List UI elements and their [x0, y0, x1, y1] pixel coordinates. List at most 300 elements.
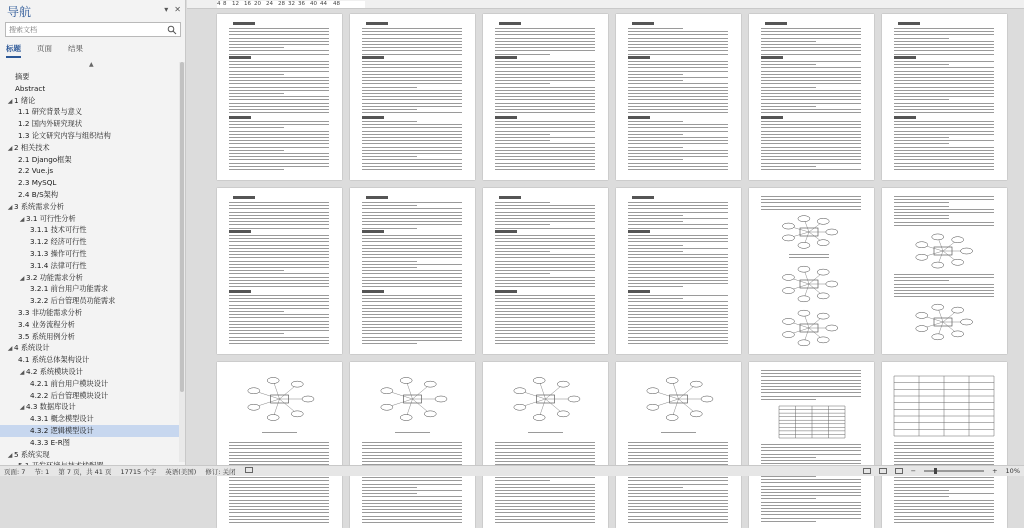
text-line — [495, 61, 595, 62]
text-line — [761, 150, 861, 151]
document-page[interactable] — [217, 14, 342, 180]
text-line — [229, 215, 329, 216]
heading-tree — [0, 71, 180, 472]
nav-heading-label: 3.5 系统用例分析 — [18, 331, 75, 341]
text-line — [229, 455, 329, 456]
nav-heading-item[interactable] — [0, 272, 180, 284]
dropdown-icon[interactable]: ▾ — [164, 5, 169, 14]
text-line — [229, 127, 284, 128]
text-line — [894, 41, 994, 42]
text-line — [894, 31, 994, 32]
document-page[interactable] — [882, 188, 1007, 354]
text-line — [229, 205, 329, 206]
text-line — [495, 257, 595, 258]
text-line — [628, 257, 728, 258]
text-line — [628, 458, 728, 459]
text-line — [761, 476, 816, 477]
text-line — [628, 321, 728, 322]
nav-heading-item[interactable] — [0, 354, 180, 366]
print-layout-icon[interactable] — [879, 468, 887, 474]
text-line — [362, 156, 417, 157]
section-heading — [761, 56, 783, 59]
text-line — [894, 496, 949, 497]
text-line — [495, 140, 550, 141]
text-line — [894, 225, 994, 226]
text-line — [229, 480, 329, 481]
text-line — [628, 311, 728, 312]
text-line — [761, 93, 861, 94]
text-line — [894, 222, 994, 223]
text-line — [362, 286, 462, 287]
nav-heading-item[interactable] — [0, 366, 180, 378]
text-line — [229, 503, 329, 504]
text-line — [362, 503, 462, 504]
nav-scroll-up[interactable] — [3, 62, 179, 68]
text-line — [229, 153, 329, 154]
text-line — [362, 333, 462, 334]
text-line — [362, 251, 462, 252]
nav-heading-item[interactable] — [0, 236, 180, 248]
text-line — [362, 166, 462, 167]
text-line — [628, 277, 728, 278]
text-line — [229, 163, 329, 164]
nav-heading-item[interactable] — [0, 83, 180, 95]
document-page[interactable] — [616, 188, 741, 354]
text-line — [362, 311, 462, 312]
text-line — [894, 112, 994, 113]
text-line — [362, 283, 462, 284]
text-line — [628, 208, 728, 209]
text-line — [495, 47, 595, 48]
document-page[interactable] — [483, 362, 608, 528]
text-line — [894, 500, 994, 501]
nav-heading-item[interactable] — [0, 165, 180, 177]
text-line — [628, 516, 728, 517]
ruler-mark: 40 — [310, 1, 317, 7]
text-line — [761, 67, 861, 68]
text-line — [229, 522, 329, 523]
text-line — [894, 44, 994, 45]
collapse-toggle-icon[interactable]: ◢ — [19, 404, 25, 412]
nav-heading-item[interactable] — [0, 118, 180, 130]
text-line — [495, 245, 595, 246]
text-line — [229, 251, 329, 252]
status-language[interactable]: 英语(美国) — [165, 468, 197, 476]
document-page[interactable] — [350, 14, 475, 180]
nav-heading-item[interactable] — [0, 401, 180, 413]
text-line — [229, 261, 329, 262]
nav-heading-item[interactable] — [0, 437, 180, 449]
text-line — [761, 121, 861, 122]
text-line — [628, 448, 728, 449]
text-line — [495, 159, 595, 160]
text-line — [229, 224, 329, 225]
text-line — [628, 270, 728, 271]
text-line — [628, 99, 728, 100]
text-line — [894, 296, 994, 297]
text-line — [628, 212, 728, 213]
status-page[interactable]: 页面: 7 — [4, 468, 26, 476]
text-line — [229, 50, 329, 51]
text-line — [628, 490, 728, 491]
nav-heading-item[interactable] — [0, 342, 180, 354]
text-line — [628, 261, 728, 262]
text-line — [761, 169, 861, 170]
text-line — [761, 134, 861, 135]
text-line — [894, 206, 949, 207]
text-line — [894, 287, 994, 288]
section-heading — [362, 290, 384, 293]
text-line — [362, 131, 462, 132]
nav-heading-label: 4.2.2 后台管理模块设计 — [30, 390, 109, 400]
read-mode-icon[interactable] — [863, 468, 871, 474]
text-line — [229, 64, 329, 65]
text-line — [362, 169, 462, 170]
nav-heading-item[interactable] — [0, 201, 180, 213]
nav-heading-item[interactable] — [0, 248, 180, 260]
text-line — [628, 90, 728, 91]
text-line — [495, 54, 550, 55]
text-line — [495, 131, 595, 132]
text-line — [761, 140, 861, 141]
collapse-toggle-icon[interactable]: ◢ — [7, 451, 13, 459]
nav-search-box[interactable] — [5, 22, 181, 37]
text-line — [894, 121, 994, 122]
tab-pages[interactable]: 页面 — [37, 44, 52, 53]
collapse-toggle-icon[interactable]: ◢ — [7, 203, 13, 211]
nav-heading-item[interactable] — [0, 307, 180, 319]
text-line — [495, 251, 550, 252]
text-line — [628, 224, 728, 225]
ruler-mark: 32 — [288, 1, 295, 7]
collapse-toggle-icon[interactable]: ◢ — [19, 215, 25, 223]
text-line — [362, 106, 462, 107]
collapse-toggle-icon[interactable]: ◢ — [19, 274, 25, 282]
document-area — [187, 0, 1024, 465]
text-line — [229, 257, 329, 258]
collapse-toggle-icon[interactable]: ◢ — [19, 368, 25, 376]
text-line — [495, 324, 595, 325]
collapse-toggle-icon[interactable]: ◢ — [7, 97, 13, 105]
text-line — [894, 77, 994, 78]
text-line — [628, 251, 683, 252]
text-line — [395, 432, 430, 433]
document-page[interactable] — [882, 362, 1007, 528]
text-line — [761, 486, 861, 487]
nav-heading-item[interactable] — [0, 319, 180, 331]
nav-tabs — [6, 43, 83, 58]
text-line — [628, 61, 728, 62]
text-line — [894, 134, 994, 135]
text-line — [229, 458, 329, 459]
text-line — [894, 522, 994, 523]
text-line — [761, 502, 861, 503]
section-heading — [628, 290, 650, 293]
text-line — [495, 28, 595, 29]
text-line — [495, 112, 595, 113]
nav-heading-item[interactable] — [0, 224, 180, 236]
text-line — [362, 99, 462, 100]
text-line — [495, 71, 595, 72]
nav-heading-item[interactable] — [0, 331, 180, 343]
text-line — [761, 399, 816, 400]
text-line — [495, 264, 595, 265]
text-line — [894, 215, 949, 216]
text-line — [362, 71, 462, 72]
text-line — [362, 261, 417, 262]
text-line — [495, 67, 595, 68]
zoom-level[interactable]: 10% — [1005, 467, 1020, 475]
document-page[interactable] — [350, 362, 475, 528]
nav-heading-item[interactable] — [0, 189, 180, 201]
text-line — [495, 41, 595, 42]
nav-heading-label: 2 相关技术 — [14, 142, 50, 152]
text-line — [628, 156, 728, 157]
text-line — [362, 337, 462, 338]
text-line — [628, 28, 683, 29]
search-input[interactable] — [9, 26, 159, 34]
text-line — [761, 83, 861, 84]
text-line — [229, 516, 329, 517]
text-line — [362, 87, 417, 88]
text-line — [628, 245, 683, 246]
document-page[interactable] — [483, 14, 608, 180]
text-line — [628, 169, 728, 170]
text-line — [362, 445, 462, 446]
text-line — [362, 44, 462, 45]
text-line — [495, 109, 595, 110]
collapse-toggle-icon[interactable]: ◢ — [7, 144, 13, 152]
text-line — [894, 87, 994, 88]
text-line — [362, 221, 462, 222]
scroll-up-icon[interactable]: ▲ — [89, 61, 94, 68]
text-line — [495, 208, 595, 209]
document-page[interactable] — [749, 362, 874, 528]
search-icon[interactable] — [167, 25, 177, 35]
nav-scrollbar[interactable] — [179, 62, 185, 462]
document-page[interactable] — [882, 14, 1007, 180]
macro-record-icon[interactable] — [245, 467, 253, 473]
text-line — [761, 38, 861, 39]
text-line — [362, 208, 462, 209]
nav-heading-item[interactable] — [0, 106, 180, 118]
er-diagram — [508, 374, 583, 424]
text-line — [362, 477, 462, 478]
text-line — [495, 31, 595, 32]
text-line — [362, 34, 462, 35]
text-line — [229, 340, 329, 341]
text-line — [229, 28, 329, 29]
text-line — [495, 34, 595, 35]
text-line — [628, 50, 728, 51]
nav-heading-item[interactable] — [0, 295, 180, 307]
text-line — [628, 96, 728, 97]
text-line — [628, 487, 683, 488]
text-line — [362, 218, 462, 219]
text-line — [362, 50, 462, 51]
text-line — [628, 283, 728, 284]
nav-heading-item[interactable] — [0, 378, 180, 390]
text-line — [495, 74, 595, 75]
text-line — [495, 283, 595, 284]
status-track-changes[interactable]: 修订: 关闭 — [205, 468, 236, 476]
text-line — [229, 308, 329, 309]
status-page-count[interactable]: 第 7 页，共 41 页 — [58, 468, 112, 476]
document-page[interactable] — [749, 188, 874, 354]
text-line — [628, 317, 728, 318]
zoom-out-button[interactable]: − — [910, 467, 917, 475]
nav-heading-label: 4.3.2 逻辑模型设计 — [30, 425, 94, 435]
text-line — [362, 96, 462, 97]
zoom-slider[interactable] — [924, 470, 984, 472]
text-line — [628, 47, 728, 48]
text-line — [761, 447, 861, 448]
text-line — [761, 454, 861, 455]
nav-heading-label: 3.2 功能需求分析 — [26, 272, 83, 282]
collapse-toggle-icon[interactable]: ◢ — [7, 345, 13, 353]
nav-heading-item[interactable] — [0, 130, 180, 142]
tab-headings[interactable]: 标题 — [6, 43, 21, 58]
nav-heading-item[interactable] — [0, 213, 180, 225]
text-line — [628, 124, 728, 125]
text-line — [229, 221, 329, 222]
text-line — [761, 386, 861, 387]
text-line — [628, 109, 728, 110]
document-page[interactable] — [616, 14, 741, 180]
document-page[interactable] — [616, 362, 741, 528]
zoom-in-button[interactable]: + — [992, 467, 998, 475]
close-icon[interactable]: ✕ — [174, 5, 181, 14]
text-line — [495, 80, 595, 81]
text-line — [761, 479, 861, 480]
document-page[interactable] — [350, 188, 475, 354]
text-line — [628, 228, 728, 229]
text-line — [229, 337, 329, 338]
document-page[interactable] — [217, 362, 342, 528]
text-line — [495, 254, 595, 255]
text-line — [628, 67, 728, 68]
text-line — [628, 241, 728, 242]
nav-heading-label: 4.2.1 前台用户模块设计 — [30, 378, 109, 388]
text-line — [495, 143, 595, 144]
text-line — [761, 50, 861, 51]
nav-heading-item[interactable] — [0, 449, 180, 461]
text-line — [229, 311, 284, 312]
nav-scrollbar-thumb[interactable] — [180, 62, 184, 392]
text-line — [628, 327, 728, 328]
text-line — [229, 54, 329, 55]
text-line — [894, 212, 994, 213]
text-line — [894, 461, 994, 462]
text-line — [761, 495, 861, 496]
nav-heading-item[interactable] — [0, 260, 180, 272]
section-heading — [495, 116, 517, 119]
text-line — [229, 500, 329, 501]
nav-heading-item[interactable] — [0, 283, 180, 295]
text-line — [894, 166, 994, 167]
text-line — [495, 156, 595, 157]
document-page[interactable] — [483, 188, 608, 354]
nav-heading-item[interactable] — [0, 390, 180, 402]
nav-heading-item[interactable] — [0, 425, 180, 437]
text-line — [761, 31, 861, 32]
text-line — [628, 34, 728, 35]
horizontal-ruler[interactable] — [187, 0, 1024, 9]
web-layout-icon[interactable] — [895, 468, 903, 474]
text-line — [761, 370, 861, 371]
text-line — [229, 103, 329, 104]
zoom-slider-knob[interactable] — [934, 468, 937, 474]
text-line — [628, 295, 728, 296]
text-line — [628, 484, 728, 485]
text-line — [894, 34, 994, 35]
nav-heading-label: 1 绪论 — [14, 95, 36, 105]
text-line — [628, 93, 728, 94]
text-line — [894, 445, 994, 446]
document-page[interactable] — [217, 188, 342, 354]
text-line — [628, 150, 728, 151]
nav-heading-item[interactable] — [0, 142, 180, 154]
status-word-count[interactable]: 17715 个字 — [120, 468, 157, 476]
status-bar — [0, 465, 1024, 476]
text-line — [628, 218, 728, 219]
nav-heading-item[interactable] — [0, 154, 180, 166]
text-line — [628, 324, 728, 325]
text-line — [229, 44, 329, 45]
text-line — [628, 38, 728, 39]
text-line — [894, 71, 994, 72]
text-line — [229, 140, 329, 141]
status-section[interactable]: 节: 1 — [34, 468, 50, 476]
text-line — [894, 516, 994, 517]
nav-heading-item[interactable] — [0, 413, 180, 425]
text-line — [628, 163, 728, 164]
text-line — [495, 286, 595, 287]
text-line — [761, 44, 861, 45]
text-line — [229, 143, 329, 144]
text-line — [628, 147, 683, 148]
text-line — [628, 452, 728, 453]
text-line — [362, 47, 462, 48]
text-line — [229, 493, 329, 494]
section-heading — [362, 116, 384, 119]
text-line — [362, 519, 462, 520]
section-heading — [233, 22, 255, 25]
text-line — [761, 147, 861, 148]
text-line — [894, 503, 994, 504]
text-line — [761, 74, 861, 75]
tab-results[interactable]: 结果 — [68, 44, 83, 53]
section-heading — [229, 56, 251, 59]
text-line — [761, 163, 861, 164]
text-line — [229, 327, 329, 328]
text-line — [894, 38, 949, 39]
text-line — [894, 159, 994, 160]
text-line — [362, 224, 462, 225]
text-line — [495, 330, 595, 331]
nav-heading-item[interactable] — [0, 71, 180, 83]
nav-heading-label: 3 系统需求分析 — [14, 201, 64, 211]
text-line — [229, 324, 329, 325]
text-line — [628, 273, 728, 274]
text-line — [628, 264, 728, 265]
nav-heading-item[interactable] — [0, 177, 180, 189]
text-line — [628, 83, 728, 84]
text-line — [495, 150, 595, 151]
text-line — [495, 458, 595, 459]
nav-heading-item[interactable] — [0, 95, 180, 107]
document-page[interactable] — [749, 14, 874, 180]
